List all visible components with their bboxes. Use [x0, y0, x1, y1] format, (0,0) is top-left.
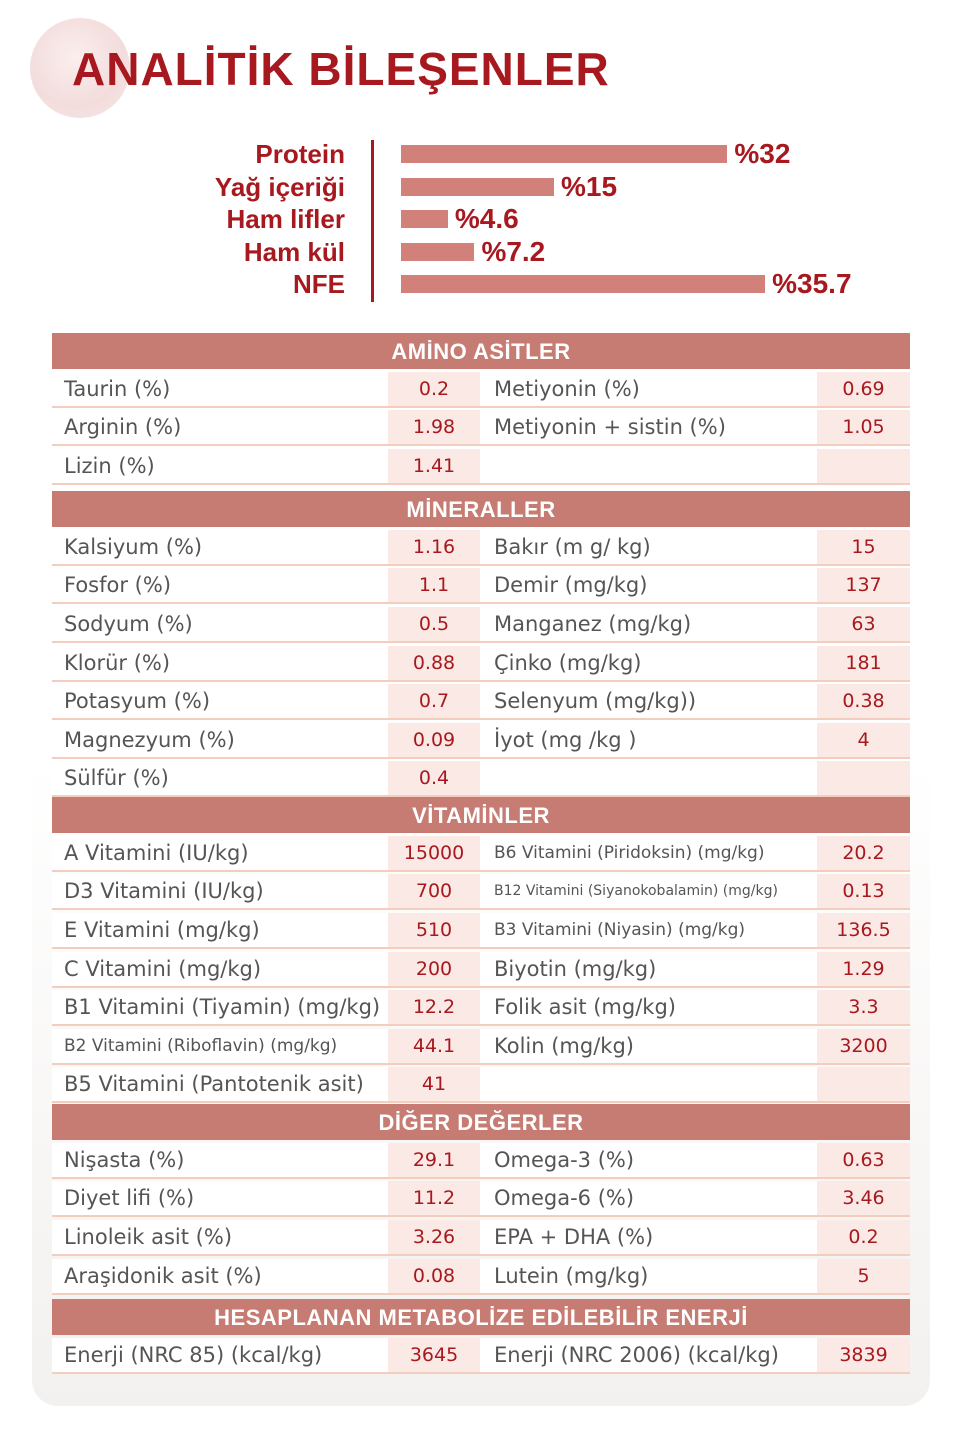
table-row — [52, 1181, 910, 1217]
nutrient-name: B1 Vitamini (Tiyamin) (mg/kg) — [52, 990, 388, 1024]
nutrient-name: Lizin (%) — [52, 449, 388, 483]
table-row — [52, 761, 910, 797]
nutrient-name: Magnezyum (%) — [52, 723, 388, 757]
nutrition-table — [52, 1104, 910, 1295]
chart-divider — [371, 140, 374, 302]
nutrient-name — [480, 449, 817, 483]
table-header: HESAPLANAN METABOLİZE EDİLEBİLİR ENERJİ — [52, 1299, 910, 1335]
table-row — [52, 1067, 910, 1103]
nutrient-value: 29.1 — [388, 1143, 480, 1177]
nutrient-value: 41 — [388, 1067, 480, 1101]
table-row — [52, 1338, 910, 1374]
nutrient-name: Taurin (%) — [52, 372, 388, 406]
nutrient-name: Araşidonik asit (%) — [52, 1259, 388, 1293]
nutrient-name: Arginin (%) — [52, 410, 388, 444]
bar-value-label: %15 — [561, 170, 618, 202]
bar-value-label: %35.7 — [772, 268, 852, 299]
nutrient-value: 3.26 — [388, 1220, 480, 1254]
nutrition-table — [52, 797, 910, 1103]
bar-category-label: Ham lifler — [226, 204, 345, 234]
table-row — [52, 836, 910, 872]
nutrient-name: B2 Vitamini (Riboflavin) (mg/kg) — [52, 1029, 388, 1063]
bar-category-label: NFE — [293, 269, 345, 299]
table-row — [52, 1220, 910, 1256]
nutrient-value: 200 — [388, 952, 480, 986]
nutrient-value: 0.69 — [817, 372, 910, 406]
bar-value-label: %7.2 — [481, 235, 546, 267]
table-row — [52, 990, 910, 1026]
bar-category-label: Protein — [255, 139, 345, 169]
nutrient-name — [480, 761, 817, 795]
nutrient-name: C Vitamini (mg/kg) — [52, 952, 388, 986]
bar — [401, 145, 727, 163]
bar-value-label: %4.6 — [454, 203, 519, 234]
nutrient-name: E Vitamini (mg/kg) — [52, 913, 388, 947]
nutrient-value: 510 — [388, 913, 480, 947]
nutrient-name: Lutein (mg/kg) — [480, 1259, 817, 1293]
nutrient-name: Sülfür (%) — [52, 761, 388, 795]
nutrient-name: Folik asit (mg/kg) — [480, 990, 817, 1024]
table-row — [52, 607, 910, 643]
page-title: ANALİTİK BİLEŞENLER — [72, 43, 610, 95]
nutrient-value: 0.5 — [388, 607, 480, 641]
nutrient-name: Demir (mg/kg) — [480, 568, 817, 602]
nutrient-name: Nişasta (%) — [52, 1143, 388, 1177]
nutrient-value: 3.46 — [817, 1181, 910, 1215]
nutrient-name: Çinko (mg/kg) — [480, 646, 817, 680]
table-row — [52, 1143, 910, 1179]
nutrient-value: 137 — [817, 568, 910, 602]
nutrient-value: 0.63 — [817, 1143, 910, 1177]
nutrient-value: 3645 — [388, 1338, 480, 1372]
nutrient-value: 44.1 — [388, 1029, 480, 1063]
nutrient-name: Kalsiyum (%) — [52, 530, 388, 564]
table-row — [52, 1029, 910, 1065]
bar — [401, 178, 554, 196]
nutrient-value: 0.08 — [388, 1259, 480, 1293]
table-header: MİNERALLER — [52, 491, 910, 527]
nutrient-name: Klorür (%) — [52, 646, 388, 680]
nutrient-value: 3.3 — [817, 990, 910, 1024]
nutrient-name: Fosfor (%) — [52, 568, 388, 602]
bar-value-label: %32 — [734, 138, 791, 169]
nutrient-value: 20.2 — [817, 836, 910, 870]
nutrition-table — [52, 491, 910, 797]
nutrient-value: 0.2 — [817, 1220, 910, 1254]
nutrient-value: 5 — [817, 1259, 910, 1293]
nutrient-name: Diyet lifi (%) — [52, 1181, 388, 1215]
nutrient-value: 0.88 — [388, 646, 480, 680]
nutrition-table — [52, 333, 910, 485]
bar — [401, 243, 474, 261]
nutrient-name: Omega-6 (%) — [480, 1181, 817, 1215]
nutrient-value: 0.2 — [388, 372, 480, 406]
nutrient-name: Selenyum (mg/kg)) — [480, 684, 817, 718]
nutrient-name: İyot (mg /kg ) — [480, 723, 817, 757]
nutrient-name: Metiyonin + sistin (%) — [480, 410, 817, 444]
bar — [401, 275, 765, 293]
table-row — [52, 1259, 910, 1295]
nutrient-name: Bakır (m g/ kg) — [480, 530, 817, 564]
nutrient-name: Potasyum (%) — [52, 684, 388, 718]
nutrient-name: B3 Vitamini (Niyasin) (mg/kg) — [480, 913, 817, 947]
bar-category-label: Ham kül — [243, 236, 345, 267]
nutrient-name: Omega-3 (%) — [480, 1143, 817, 1177]
nutrient-name: Biyotin (mg/kg) — [480, 952, 817, 986]
nutrient-name: A Vitamini (IU/kg) — [52, 836, 388, 870]
table-row — [52, 646, 910, 682]
nutrient-name: Enerji (NRC 2006) (kcal/kg) — [480, 1338, 817, 1372]
nutrient-value: 1.98 — [388, 410, 480, 444]
nutrient-value: 700 — [388, 874, 480, 908]
nutrient-value: 181 — [817, 646, 910, 680]
table-row — [52, 874, 910, 910]
nutrient-value — [817, 1067, 910, 1101]
nutrient-value: 15000 — [388, 836, 480, 870]
nutrient-name: B12 Vitamini (Siyanokobalamin) (mg/kg) — [480, 874, 817, 908]
nutrient-value: 0.09 — [388, 723, 480, 757]
nutrient-name: Manganez (mg/kg) — [480, 607, 817, 641]
nutrient-value: 0.38 — [817, 684, 910, 718]
nutrient-value: 4 — [817, 723, 910, 757]
nutrient-value: 0.4 — [388, 761, 480, 795]
table-row — [52, 913, 910, 949]
nutrient-value: 1.29 — [817, 952, 910, 986]
nutrient-value: 3200 — [817, 1029, 910, 1063]
nutrient-name: Enerji (NRC 85) (kcal/kg) — [52, 1338, 388, 1372]
nutrient-value — [817, 761, 910, 795]
nutrient-value: 3839 — [817, 1338, 910, 1372]
table-header: AMİNO ASİTLER — [52, 333, 910, 369]
nutrient-name — [480, 1067, 817, 1101]
table-row — [52, 449, 910, 485]
table-row — [52, 952, 910, 988]
nutrient-name: Kolin (mg/kg) — [480, 1029, 817, 1063]
bar-category-label: Yağ içeriği — [214, 171, 345, 202]
nutrient-value: 12.2 — [388, 990, 480, 1024]
nutrient-value: 11.2 — [388, 1181, 480, 1215]
nutrient-value: 1.16 — [388, 530, 480, 564]
nutrient-value: 0.13 — [817, 874, 910, 908]
nutrient-name: B5 Vitamini (Pantotenik asit) — [52, 1067, 388, 1101]
nutrient-value: 15 — [817, 530, 910, 564]
nutrient-name: Linoleik asit (%) — [52, 1220, 388, 1254]
nutrient-value: 1.05 — [817, 410, 910, 444]
nutrient-name: B6 Vitamini (Piridoksin) (mg/kg) — [480, 836, 817, 870]
nutrient-value: 63 — [817, 607, 910, 641]
nutrient-value — [817, 449, 910, 483]
nutrient-value: 136.5 — [817, 913, 910, 947]
nutrient-name: EPA + DHA (%) — [480, 1220, 817, 1254]
table-row — [52, 372, 910, 408]
table-row — [52, 410, 910, 446]
table-header: DİĞER DEĞERLER — [52, 1104, 910, 1140]
nutrient-name: D3 Vitamini (IU/kg) — [52, 874, 388, 908]
table-row — [52, 530, 910, 566]
bar — [401, 210, 448, 228]
nutrient-value: 1.1 — [388, 568, 480, 602]
nutrient-value: 0.7 — [388, 684, 480, 718]
table-row — [52, 723, 910, 759]
nutrient-name: Metiyonin (%) — [480, 372, 817, 406]
table-row — [52, 568, 910, 604]
nutrition-table — [52, 1299, 910, 1374]
analytic-bar-chart — [0, 130, 960, 310]
table-row — [52, 684, 910, 720]
nutrient-name: Sodyum (%) — [52, 607, 388, 641]
nutrient-value: 1.41 — [388, 449, 480, 483]
table-header: VİTAMİNLER — [52, 797, 910, 833]
